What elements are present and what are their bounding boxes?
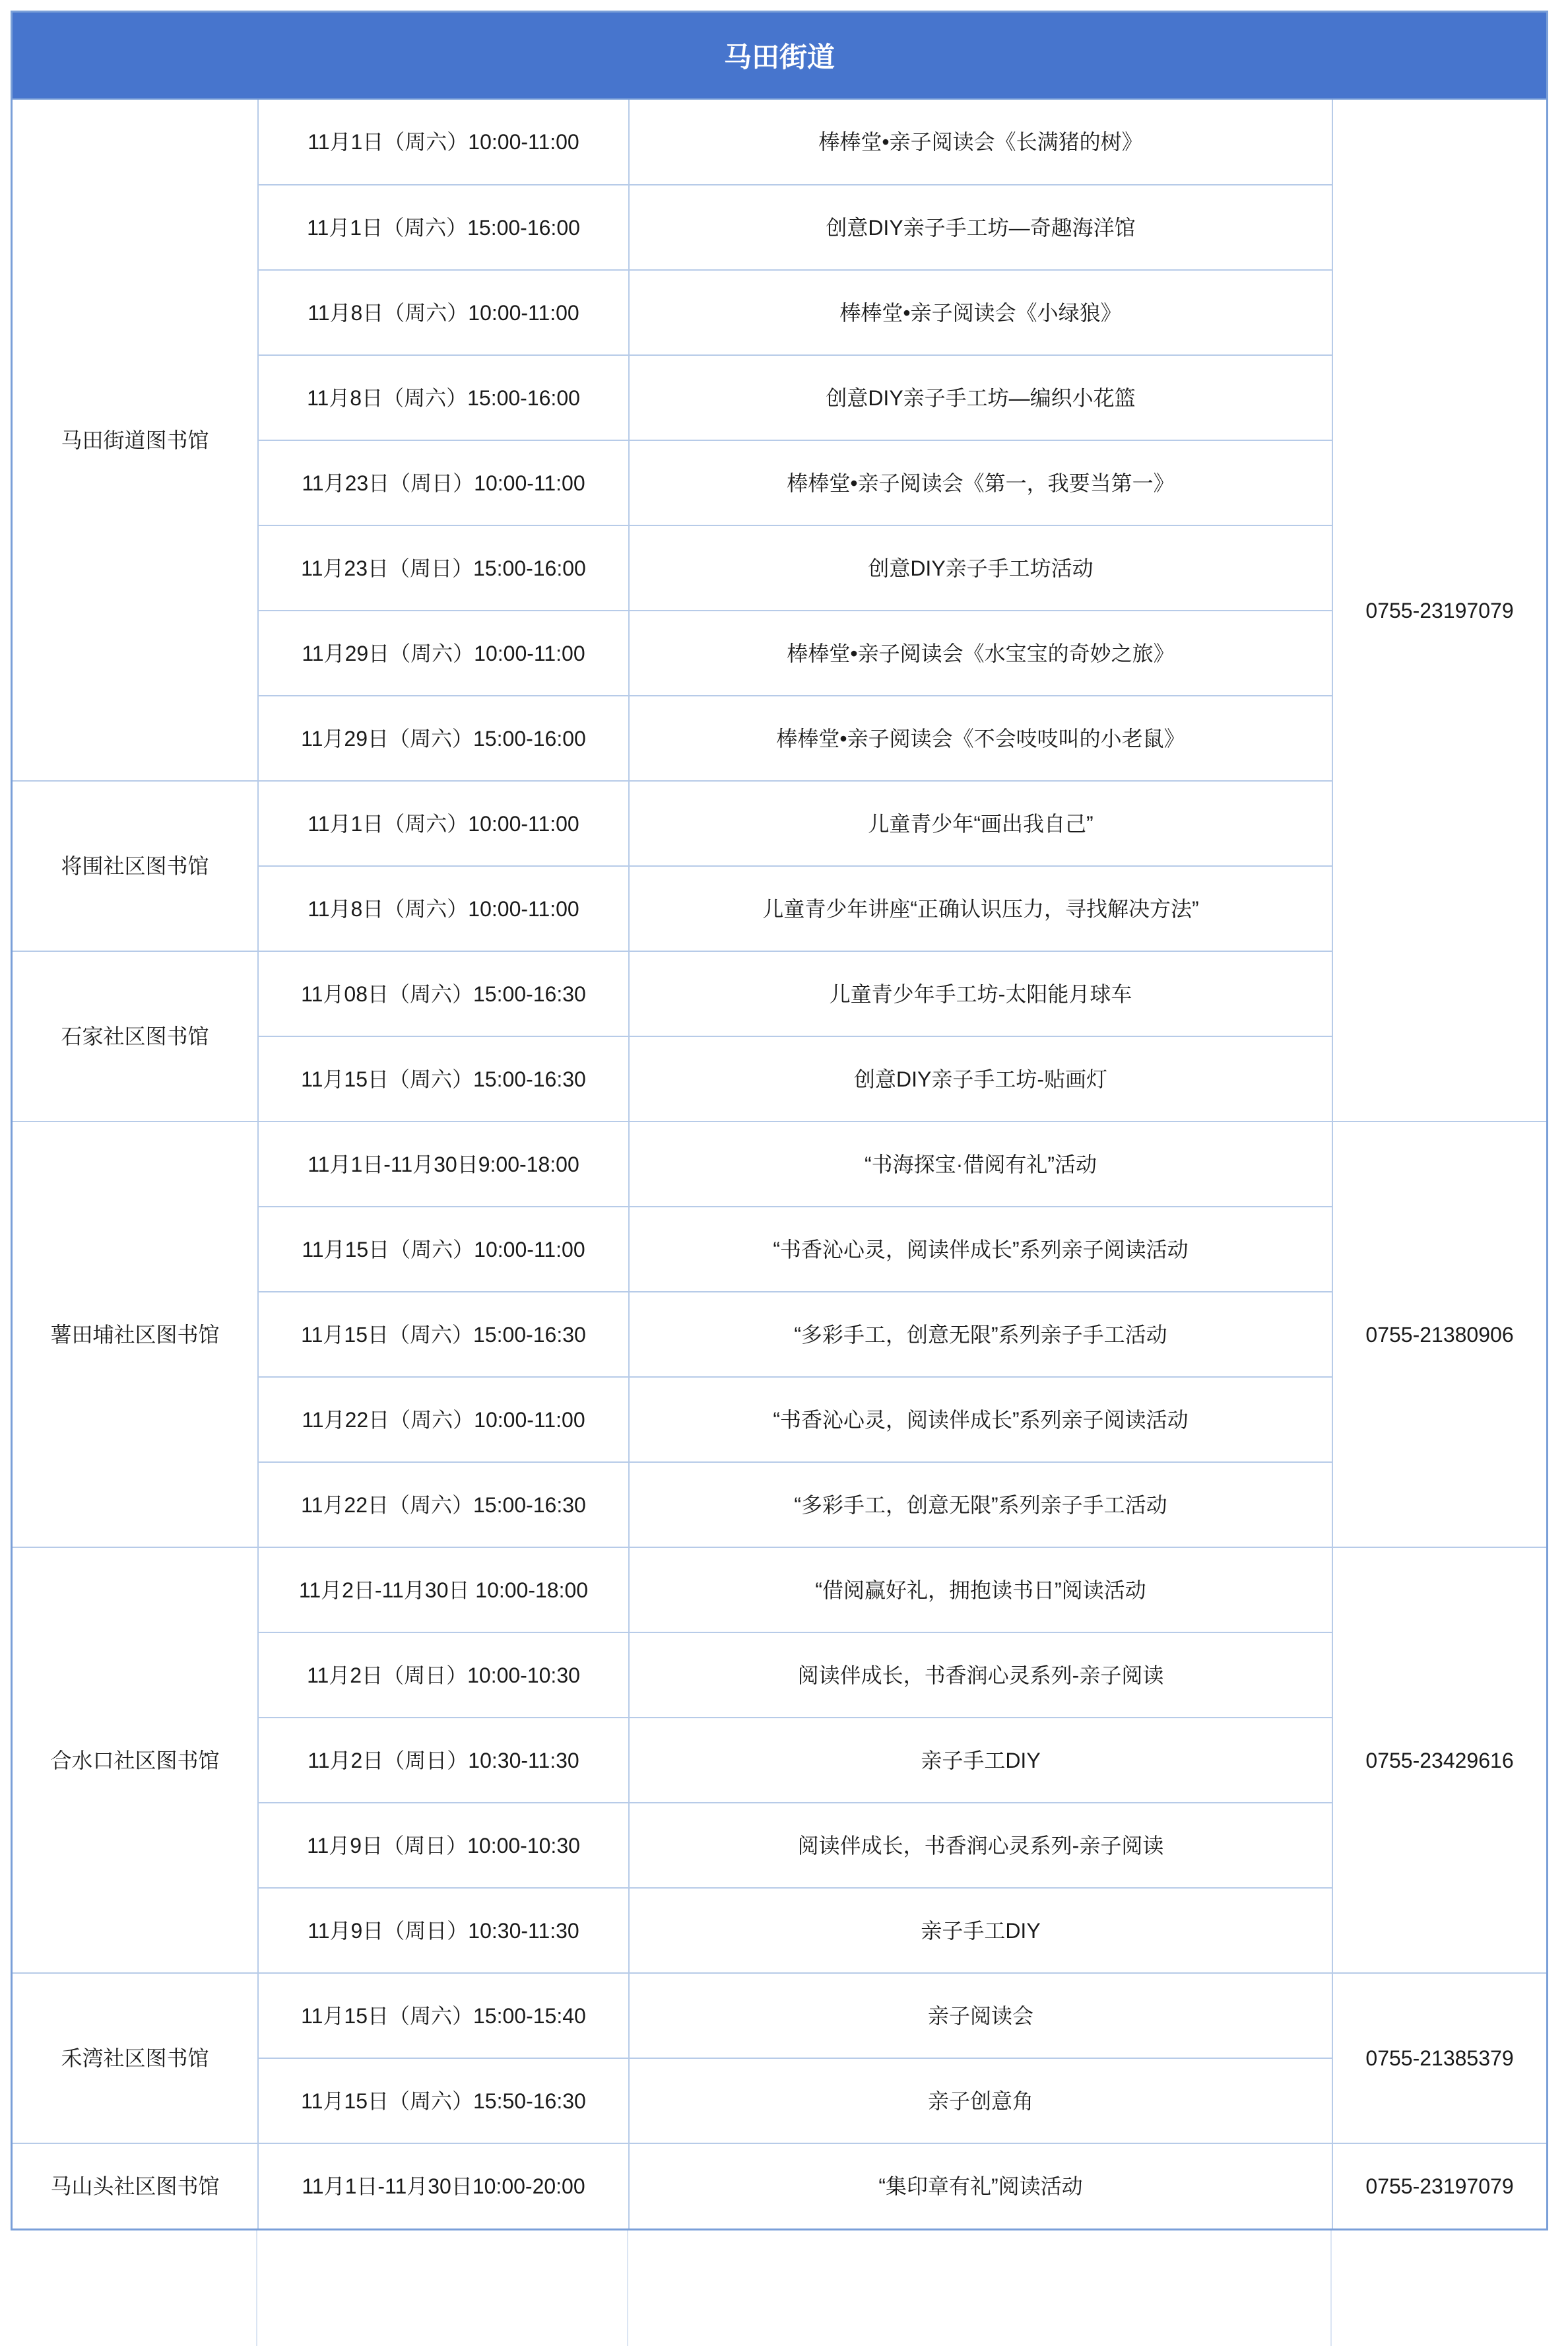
event-activity: 棒棒堂•亲子阅读会《第一，我要当第一》 (629, 440, 1332, 525)
contact-phone: 0755-23429616 (1332, 1547, 1546, 1973)
page-title: 马田街道 (13, 13, 1546, 100)
event-time: 11月1日-11月30日10:00-20:00 (258, 2143, 629, 2229)
event-activity: 儿童青少年讲座“正确认识压力，寻找解决方法” (629, 866, 1332, 951)
event-time: 11月1日（周六）10:00-11:00 (258, 781, 629, 866)
event-activity: 阅读伴成长，书香润心灵系列-亲子阅读 (629, 1632, 1332, 1718)
library-name: 合水口社区图书馆 (13, 1547, 258, 1973)
event-time: 11月9日（周日）10:00-10:30 (258, 1803, 629, 1888)
event-activity: 创意DIY亲子手工坊活动 (629, 525, 1332, 611)
schedule-body (13, 100, 1546, 2229)
table-row (13, 1122, 1546, 1207)
event-time: 11月22日（周六）10:00-11:00 (258, 1377, 629, 1462)
event-time: 11月15日（周六）10:00-11:00 (258, 1207, 629, 1292)
column-divider (1330, 2230, 1332, 2346)
event-time: 11月22日（周六）15:00-16:30 (258, 1462, 629, 1547)
event-time: 11月1日-11月30日9:00-18:00 (258, 1122, 629, 1207)
event-time: 11月15日（周六）15:50-16:30 (258, 2058, 629, 2143)
event-activity: 创意DIY亲子手工坊—编织小花篮 (629, 355, 1332, 440)
event-time: 11月9日（周日）10:30-11:30 (258, 1888, 629, 1973)
column-divider (627, 2230, 628, 2346)
event-time: 11月15日（周六）15:00-16:30 (258, 1292, 629, 1377)
table-row (13, 951, 1546, 1036)
event-activity: “集印章有礼”阅读活动 (629, 2143, 1332, 2229)
library-name: 马山头社区图书馆 (13, 2143, 258, 2229)
table-row (13, 1547, 1546, 1632)
event-time: 11月15日（周六）15:00-15:40 (258, 1973, 629, 2058)
library-name: 将围社区图书馆 (13, 781, 258, 951)
event-time: 11月2日（周日）10:00-10:30 (258, 1632, 629, 1718)
library-name: 石家社区图书馆 (13, 951, 258, 1122)
event-activity: 棒棒堂•亲子阅读会《长满猪的树》 (629, 100, 1332, 185)
event-activity: “多彩手工，创意无限”系列亲子手工活动 (629, 1292, 1332, 1377)
schedule-table (13, 100, 1546, 2229)
event-time: 11月2日（周日）10:30-11:30 (258, 1718, 629, 1803)
event-activity: “多彩手工，创意无限”系列亲子手工活动 (629, 1462, 1332, 1547)
contact-phone: 0755-23197079 (1332, 2143, 1546, 2229)
table-row (13, 1973, 1546, 2058)
event-activity: 棒棒堂•亲子阅读会《水宝宝的奇妙之旅》 (629, 611, 1332, 696)
column-divider (256, 2230, 257, 2346)
event-time: 11月1日（周六）10:00-11:00 (258, 100, 629, 185)
event-activity: 亲子手工DIY (629, 1718, 1332, 1803)
table-continuation (11, 2230, 1548, 2346)
event-activity: 儿童青少年“画出我自己” (629, 781, 1332, 866)
event-activity: 创意DIY亲子手工坊-贴画灯 (629, 1036, 1332, 1122)
table-row (13, 100, 1546, 185)
event-activity: 棒棒堂•亲子阅读会《不会吱吱叫的小老鼠》 (629, 696, 1332, 781)
event-activity: “书海探宝·借阅有礼”活动 (629, 1122, 1332, 1207)
table-row (13, 781, 1546, 866)
library-name: 薯田埔社区图书馆 (13, 1122, 258, 1547)
event-activity: 亲子手工DIY (629, 1888, 1332, 1973)
contact-phone: 0755-21385379 (1332, 1973, 1546, 2143)
event-time: 11月23日（周日）10:00-11:00 (258, 440, 629, 525)
event-activity: “借阅赢好礼，拥抱读书日”阅读活动 (629, 1547, 1332, 1632)
event-time: 11月23日（周日）15:00-16:00 (258, 525, 629, 611)
event-time: 11月1日（周六）15:00-16:00 (258, 185, 629, 270)
event-time: 11月8日（周六）10:00-11:00 (258, 866, 629, 951)
contact-phone: 0755-23197079 (1332, 100, 1546, 1122)
event-activity: 儿童青少年手工坊-太阳能月球车 (629, 951, 1332, 1036)
event-time: 11月15日（周六）15:00-16:30 (258, 1036, 629, 1122)
event-time: 11月8日（周六）15:00-16:00 (258, 355, 629, 440)
contact-phone: 0755-21380906 (1332, 1122, 1546, 1547)
schedule-frame (11, 11, 1548, 2230)
event-time: 11月08日（周六）15:00-16:30 (258, 951, 629, 1036)
event-activity: 亲子创意角 (629, 2058, 1332, 2143)
event-time: 11月29日（周六）10:00-11:00 (258, 611, 629, 696)
event-activity: 棒棒堂•亲子阅读会《小绿狼》 (629, 270, 1332, 355)
library-name: 禾湾社区图书馆 (13, 1973, 258, 2143)
event-time: 11月2日-11月30日 10:00-18:00 (258, 1547, 629, 1632)
event-activity: 阅读伴成长，书香润心灵系列-亲子阅读 (629, 1803, 1332, 1888)
event-activity: 亲子阅读会 (629, 1973, 1332, 2058)
library-name: 马田街道图书馆 (13, 100, 258, 781)
event-activity: 创意DIY亲子手工坊—奇趣海洋馆 (629, 185, 1332, 270)
table-row (13, 2143, 1546, 2229)
event-activity: “书香沁心灵，阅读伴成长”系列亲子阅读活动 (629, 1207, 1332, 1292)
event-activity: “书香沁心灵，阅读伴成长”系列亲子阅读活动 (629, 1377, 1332, 1462)
event-time: 11月29日（周六）15:00-16:00 (258, 696, 629, 781)
event-time: 11月8日（周六）10:00-11:00 (258, 270, 629, 355)
